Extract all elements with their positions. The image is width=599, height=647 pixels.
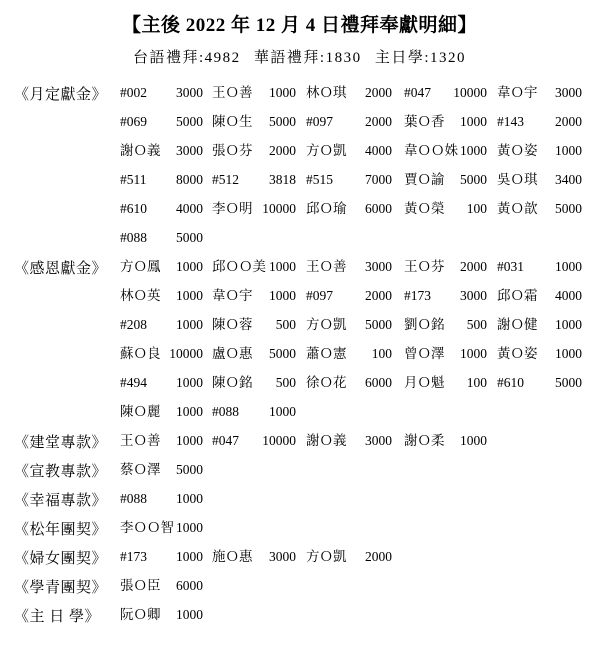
offering-amount: 10000 [262, 433, 296, 448]
donor-name: #610 [120, 201, 147, 216]
offering-amount: 3000 [176, 85, 203, 100]
donor-name: 葉Ｏ香 [404, 114, 445, 129]
donor-name: 韋ＯＯ姝 [404, 143, 458, 158]
donor-name: 邱Ｏ瑜 [306, 201, 347, 216]
donor-name: #610 [497, 375, 524, 390]
donor-name: 陳Ｏ蓉 [212, 317, 253, 332]
donor-name: #208 [120, 317, 147, 332]
offering-amount: 5000 [555, 375, 582, 390]
donor-name: #088 [120, 491, 147, 506]
offering-amount: 1000 [460, 114, 487, 129]
offering-amount: 4000 [555, 288, 582, 303]
offering-amount: 1000 [176, 259, 203, 274]
offering-amount: 1000 [460, 143, 487, 158]
category-label: 《學青團契》 [14, 580, 108, 596]
donor-name: #515 [306, 172, 333, 187]
offering-amount: 1000 [176, 375, 203, 390]
offering-amount: 1000 [176, 520, 203, 535]
offering-amount: 6000 [176, 578, 203, 593]
donor-name: 李Ｏ明 [212, 201, 253, 216]
offering-amount: 1000 [176, 607, 203, 622]
donor-name: 黃Ｏ榮 [404, 201, 445, 216]
donor-name: 韋Ｏ宇 [497, 85, 538, 100]
offering-amount: 2000 [365, 85, 392, 100]
offering-amount: 10000 [262, 201, 296, 216]
donor-name: #512 [212, 172, 239, 187]
category-label: 《感恩獻金》 [14, 261, 108, 277]
offering-amount: 8000 [176, 172, 203, 187]
donor-name: 蘇Ｏ良 [120, 346, 161, 361]
donor-name: 施Ｏ惠 [212, 549, 253, 564]
donor-name: 阮Ｏ卿 [120, 607, 161, 622]
offering-amount: 1000 [555, 259, 582, 274]
offering-amount: 5000 [269, 346, 296, 361]
offering-amount: 5000 [176, 230, 203, 245]
donor-name: 王Ｏ善 [120, 433, 161, 448]
donor-name: #511 [120, 172, 147, 187]
donor-name: 方Ｏ凱 [306, 143, 347, 158]
donor-name: 謝Ｏ健 [497, 317, 538, 332]
donor-name: 陳Ｏ生 [212, 114, 253, 129]
donor-name: 陳Ｏ銘 [212, 375, 253, 390]
donor-name: 蔡Ｏ澤 [120, 462, 161, 477]
offering-amount: 100 [466, 201, 487, 216]
offering-amount: 10000 [169, 346, 203, 361]
offering-amount: 1000 [176, 491, 203, 506]
offering-amount: 10000 [453, 85, 487, 100]
donor-name: 方Ｏ鳳 [120, 259, 161, 274]
donor-name: 謝Ｏ柔 [404, 433, 445, 448]
offering-amount: 5000 [555, 201, 582, 216]
donor-name: 黃Ｏ歆 [497, 201, 538, 216]
offering-amount: 3000 [269, 549, 296, 564]
offering-amount: 1000 [555, 317, 582, 332]
category-label: 《主 日 學》 [14, 609, 101, 625]
offering-amount: 5000 [176, 114, 203, 129]
offering-amount: 1000 [269, 85, 296, 100]
donor-name: 徐Ｏ花 [306, 375, 347, 390]
category-label: 《月定獻金》 [14, 87, 108, 103]
donor-name: #047 [404, 85, 431, 100]
donor-name: #002 [120, 85, 147, 100]
offering-amount: 1000 [176, 404, 203, 419]
category-label: 《宣教專款》 [14, 464, 108, 480]
offering-amount: 6000 [365, 375, 392, 390]
offering-amount: 5000 [176, 462, 203, 477]
donor-name: 曾Ｏ澤 [404, 346, 445, 361]
donor-name: #088 [120, 230, 147, 245]
offering-amount: 5000 [460, 172, 487, 187]
donor-name: #047 [212, 433, 239, 448]
attendance-summary: 台語禮拜:4982 華語禮拜:1830 主日學:1320 [132, 50, 466, 66]
donor-name: 陳Ｏ麗 [120, 404, 161, 419]
donor-name: 林Ｏ英 [120, 288, 161, 303]
offering-amount: 5000 [269, 114, 296, 129]
donor-name: 蕭Ｏ憲 [306, 346, 347, 361]
offering-amount: 1000 [555, 346, 582, 361]
offering-amount: 3400 [555, 172, 582, 187]
donor-name: 賈Ｏ諭 [404, 172, 445, 187]
donor-name: #088 [212, 404, 239, 419]
offering-amount: 2000 [555, 114, 582, 129]
category-label: 《建堂專款》 [14, 435, 108, 451]
donor-name: 張Ｏ臣 [120, 578, 161, 593]
category-label: 《婦女團契》 [14, 551, 108, 567]
donor-name: 黃Ｏ姿 [497, 346, 538, 361]
donor-name: 林Ｏ琪 [306, 85, 347, 100]
donor-name: #097 [306, 288, 333, 303]
offering-amount: 2000 [269, 143, 296, 158]
donor-name: 王Ｏ芬 [404, 259, 445, 274]
donor-name: 黃Ｏ姿 [497, 143, 538, 158]
offering-amount: 6000 [365, 201, 392, 216]
donor-name: 王Ｏ善 [306, 259, 347, 274]
offering-amount: 3000 [365, 433, 392, 448]
offering-amount: 2000 [365, 114, 392, 129]
donor-name: 王Ｏ善 [212, 85, 253, 100]
offering-amount: 1000 [460, 346, 487, 361]
offering-amount: 2000 [365, 549, 392, 564]
donor-name: 方Ｏ凱 [306, 317, 347, 332]
offering-amount: 7000 [365, 172, 392, 187]
page-title: 【主後 2022 年 12 月 4 日禮拜奉獻明細】 [121, 15, 477, 36]
offering-amount: 1000 [269, 288, 296, 303]
donor-name: #143 [497, 114, 524, 129]
offering-amount: 1000 [176, 317, 203, 332]
offering-amount: 1000 [269, 404, 296, 419]
donor-name: 張Ｏ芬 [212, 143, 253, 158]
offering-amount: 3000 [555, 85, 582, 100]
offering-amount: 2000 [460, 259, 487, 274]
offering-amount: 100 [466, 375, 487, 390]
donor-name: 月Ｏ魁 [404, 375, 445, 390]
offering-amount: 3000 [460, 288, 487, 303]
offering-amount: 1000 [269, 259, 296, 274]
donor-name: 吳Ｏ琪 [497, 172, 538, 187]
donor-name: 李ＯＯ智 [120, 520, 174, 535]
offering-amount: 500 [466, 317, 487, 332]
offering-amount: 100 [371, 346, 392, 361]
donor-name: #097 [306, 114, 333, 129]
offering-amount: 1000 [460, 433, 487, 448]
offering-amount: 1000 [555, 143, 582, 158]
offering-amount: 3000 [365, 259, 392, 274]
offering-amount: 500 [275, 375, 296, 390]
donor-name: #031 [497, 259, 524, 274]
donor-name: #069 [120, 114, 147, 129]
category-label: 《幸福專款》 [14, 493, 108, 509]
donor-name: 邱ＯＯ美 [212, 259, 266, 274]
donor-name: 邱Ｏ霜 [497, 288, 538, 303]
donor-name: 謝Ｏ義 [120, 143, 161, 158]
offering-amount: 4000 [365, 143, 392, 158]
donor-name: 方Ｏ凱 [306, 549, 347, 564]
donor-name: 劉Ｏ銘 [404, 317, 445, 332]
donor-name: #173 [404, 288, 431, 303]
offering-amount: 3000 [176, 143, 203, 158]
offering-amount: 1000 [176, 288, 203, 303]
category-label: 《松年團契》 [14, 522, 108, 538]
offering-amount: 4000 [176, 201, 203, 216]
offering-amount: 1000 [176, 549, 203, 564]
donor-name: 韋Ｏ宇 [212, 288, 253, 303]
donor-name: 謝Ｏ義 [306, 433, 347, 448]
donor-name: #173 [120, 549, 147, 564]
offering-amount: 500 [275, 317, 296, 332]
offering-amount: 5000 [365, 317, 392, 332]
offering-amount: 1000 [176, 433, 203, 448]
donor-name: #494 [120, 375, 147, 390]
donor-name: 盧Ｏ惠 [212, 346, 253, 361]
offering-amount: 3818 [269, 172, 296, 187]
offering-amount: 2000 [365, 288, 392, 303]
